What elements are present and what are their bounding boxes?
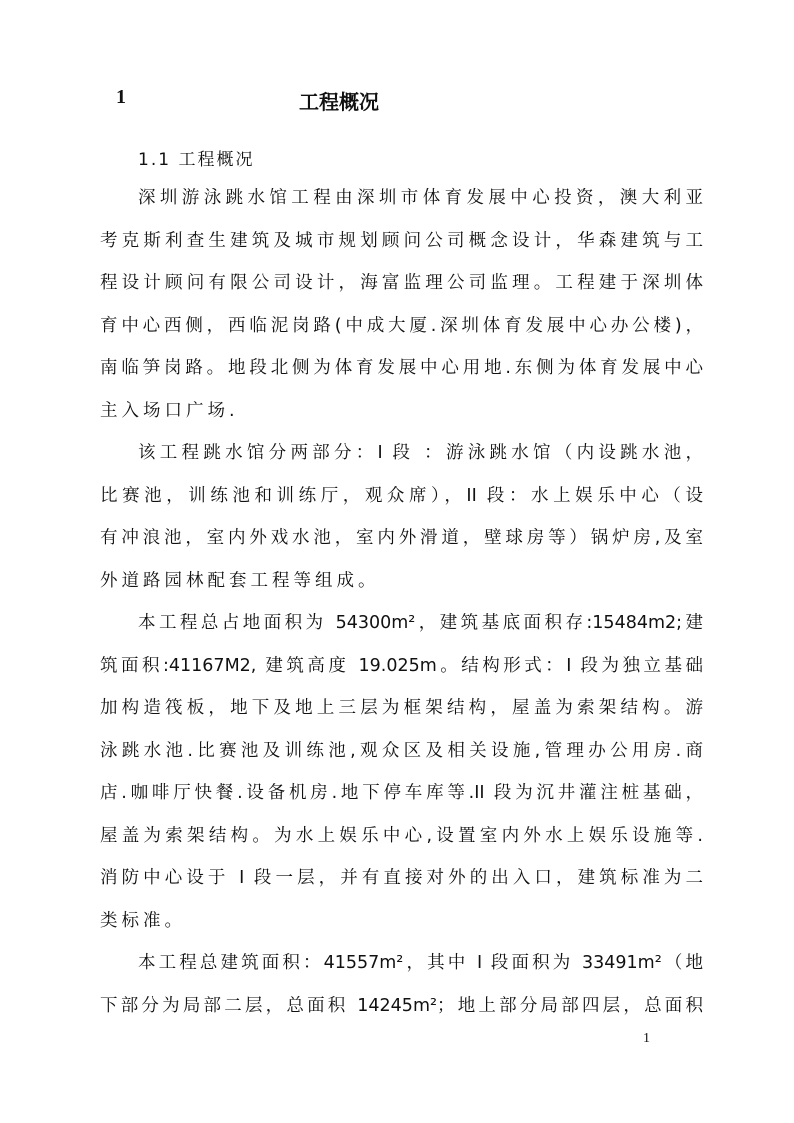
paragraph-line: 外道路园林配套工程等组成。	[100, 570, 380, 591]
paragraph-line: 深圳游泳跳水馆工程由深圳市体育发展中心投资，澳大利亚	[138, 188, 703, 208]
paragraph-line: 有冲浪池，室内外戏水池，室内外滑道，壁球房等）锅炉房,及室	[100, 528, 703, 548]
paragraph-line: 泳跳水池.比赛池及训练池,观众区及相关设施,管理办公用房.商	[100, 740, 703, 761]
paragraph-line: 筑面积:41167M2, 建筑高度 19.025m。结构形式：I 段为独立基础	[100, 655, 703, 676]
paragraph-line: 主入场口广场.	[100, 400, 239, 421]
heading-title: 工程概况	[299, 90, 379, 114]
paragraph-line: 南临笋岗路。地段北侧为体育发展中心用地.东侧为体育发展中心	[100, 358, 703, 378]
paragraph-line: 考克斯利查生建筑及城市规划顾问公司概念设计，华森建筑与工	[100, 230, 703, 251]
paragraph-line: 屋盖为索架结构。为水上娱乐中心,设置室内外水上娱乐设施等.	[100, 825, 703, 846]
heading-number: 1	[116, 86, 126, 108]
paragraph-line: 程设计顾问有限公司设计，海富监理公司监理。工程建于深圳体	[100, 273, 703, 293]
paragraph-line: 店.咖啡厅快餐.设备机房.地下停车库等.II 段为沉井灌注桩基础，	[100, 783, 703, 803]
page-number: 1	[643, 1031, 650, 1046]
document-body	[100, 177, 703, 1027]
paragraph-line: 本工程总占地面积为 54300m²，建筑基底面积存:15484m2;建	[138, 613, 703, 633]
paragraph-line: 比赛池，训练池和训练厅，观众席），II 段：水上娱乐中心（设	[100, 485, 703, 506]
paragraph-line: 加构造筏板，地下及地上三层为框架结构，屋盖为索架结构。游	[100, 698, 703, 718]
paragraph-line: 下部分为局部二层，总面积 14245m²；地上部分局部四层，总面积	[100, 995, 703, 1016]
paragraph-line: 本工程总建筑面积：41557m²，其中 I 段面积为 33491m²（地	[138, 953, 703, 973]
paragraph-line: 该工程跳水馆分两部分：I 段 ：游泳跳水馆（内设跳水池，	[138, 443, 703, 463]
paragraph-line: 育中心西侧，西临泥岗路(中成大厦.深圳体育发展中心办公楼)，	[100, 315, 703, 336]
paragraph-line: 类标准。	[100, 910, 186, 931]
subheading: 1.1 工程概况	[138, 150, 255, 170]
paragraph-line: 消防中心设于 I 段一层，并有直接对外的出入口，建筑标准为二	[100, 868, 703, 888]
